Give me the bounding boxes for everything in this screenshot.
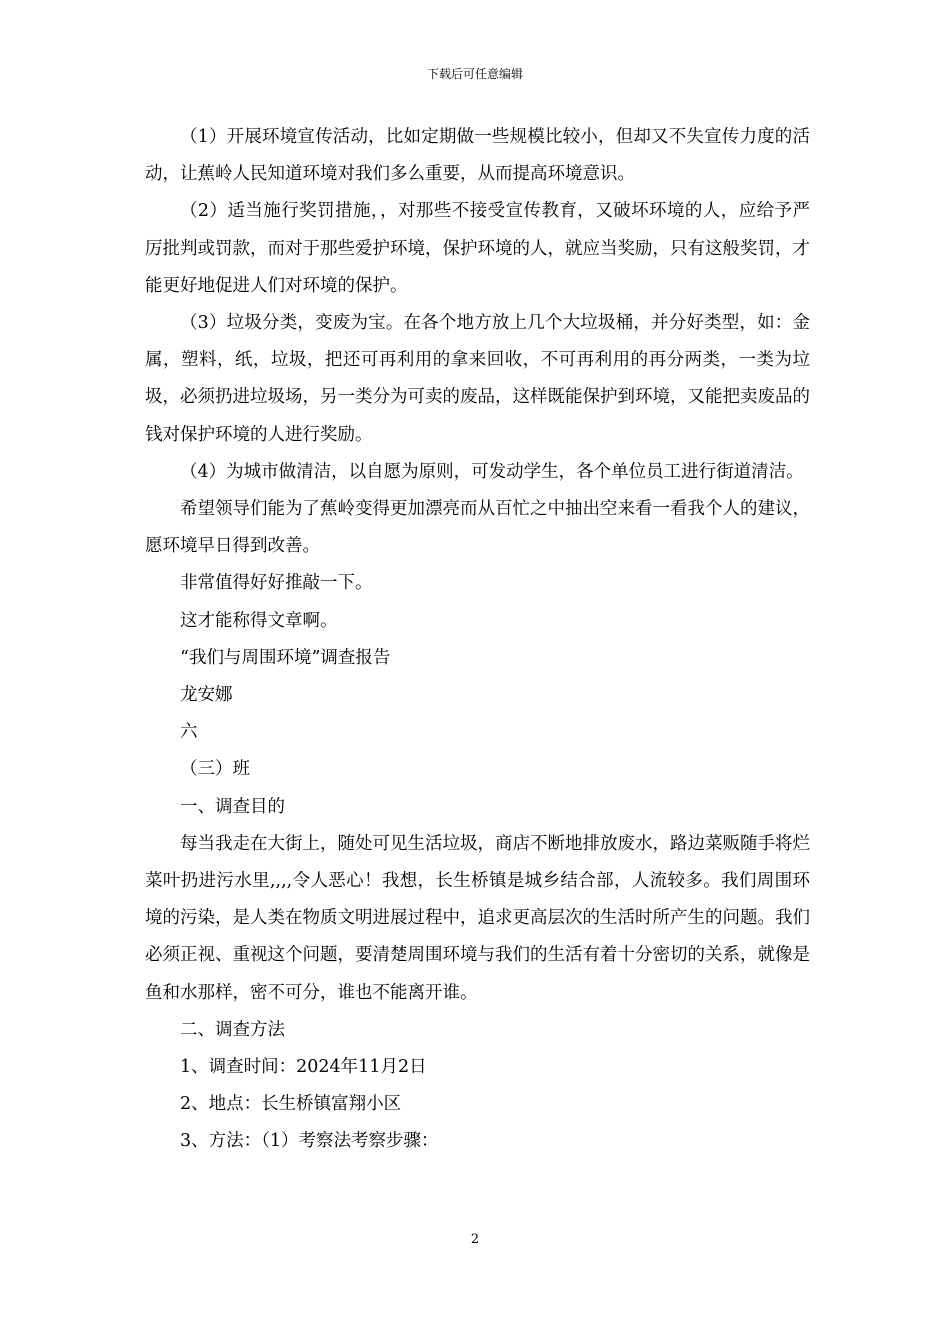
class-line: （三）班 <box>180 759 250 780</box>
report-title: “我们与周围环境”调查报告 <box>180 647 391 668</box>
author-name: 龙安娜 <box>180 685 233 706</box>
method-location: 2、地点：长生桥镇富翔小区 <box>180 1094 402 1115</box>
comment-line-2: 这才能称得文章啊。 <box>180 610 338 631</box>
document-body <box>145 119 810 1161</box>
paragraph-measure-1: （1）开展环境宣传活动，比如定期做一些规模比较小，但却又不失宣传力度的活动，让蕉岭人民知道环境对我们多么重要，从而提高环境意识。 <box>145 127 810 185</box>
paragraph-hope: 希望领导们能为了蕉岭变得更加漂亮而从百忙之中抽出空来看一看我个人的建议，愿环境早日得到改善。 <box>145 499 810 557</box>
paragraph-measure-3: （3）垃圾分类，变废为宝。在各个地方放上几个大垃圾桶，并分好类型，如：金属，塑料，纸，垃圾，把还可再利用的拿来回收，不可再利用的再分两类，一类为垃圾，必须扔进垃圾场，另一类分为可卖的废品，这样既能保护到环境，又能把卖废品的钱对保护环境的人进行奖励。 <box>145 313 810 445</box>
paragraph-measure-2: （2）适当施行奖罚措施，，对那些不接受宣传教育，又破坏环境的人，应给予严厉批判或罚款，而对于那些爱护环境，保护环境的人，就应当奖励，只有这般奖罚，才能更好地促进人们对环境的保护。 <box>145 201 810 296</box>
page-number: 2 <box>470 1232 480 1247</box>
page-header: 下载后可任意编辑 <box>426 67 523 81</box>
paragraph-measure-4: （4）为城市做清洁，以自愿为原则，可发动学生，各个单位员工进行街道清洁。 <box>180 461 804 482</box>
method-time: 1、调查时间：2024年11月2日 <box>180 1057 427 1078</box>
method-approach: 3、方法：（1）考察法考察步骤： <box>180 1131 439 1152</box>
grade-line: 六 <box>180 722 198 743</box>
comment-line-1: 非常值得好好推敲一下。 <box>180 573 373 594</box>
section-heading-purpose: 一、调查目的 <box>180 796 285 817</box>
section-heading-method: 二、调查方法 <box>180 1019 285 1040</box>
paragraph-purpose: 每当我走在大街上，随处可见生活垃圾，商店不断地排放废水，路边菜贩随手将烂菜叶扔进污水里,,,,令人恶心！我想，长生桥镇是城乡结合部，人流较多。我们周围环境的污染，是人类在物质文明进展过程中，追求更高层次的生活时所产生的问题。我们必须正视、重视这个问题，要清楚周围环境与我们的生活有着十分密切的关系，就像是鱼和水那样，密不可分，谁也不能离开谁。 <box>145 833 810 1003</box>
